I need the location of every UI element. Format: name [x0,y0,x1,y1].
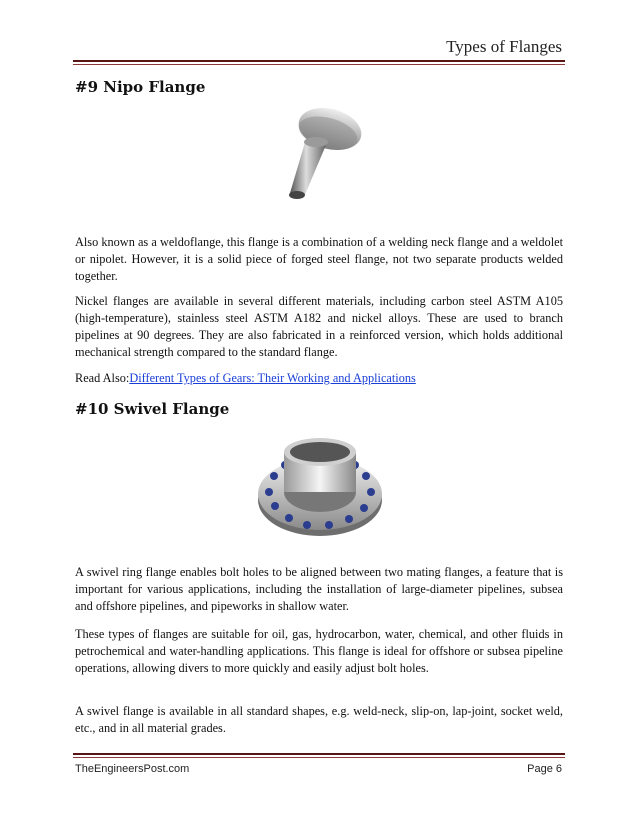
paragraph-swivel-2: These types of flanges are suitable for oil, gas, hydrocarbon, water, chemical, and other fluids in petrochemical and water-handling applications. This flange is ideal for offshore or subsea pipeline operations, allowing divers to more quickly and easily adjust bolt holes. [75,627,563,675]
section-heading-nipo-flange: #9 Nipo Flange [75,78,206,96]
read-also-prefix: Read Also: [75,371,130,385]
footer-page-number: Page 6 [527,763,562,775]
page-header-title: Types of Flanges [446,37,562,56]
footer-site-name: TheEngineersPost.com [75,763,190,775]
read-also-link[interactable]: Different Types of Gears: Their Working and Applications [129,371,416,385]
section-heading-swivel-flange: #10 Swivel Flange [75,400,230,418]
swivel-flange-photo [255,430,385,542]
nipo-flange-photo [268,105,368,215]
paragraph-swivel-1: A swivel ring flange enables bolt holes to be aligned between two mating flanges, a feature that is important for various applications, including the installation of large-diameter pipelines, subsea and offshore pipelines, and pipeworks in shallow water. [75,565,563,613]
paragraph-nipo-1: Also known as a weldoflange, this flange is a combination of a welding neck flange and a weldolet or nipolet. However, it is a solid piece of forged steel flange, not two separate products welded together. [75,235,563,283]
read-also-line [75,370,563,387]
paragraph-swivel-3: A swivel flange is available in all standard shapes, e.g. weld-neck, slip-on, lap-joint, socket weld, etc., and in all material grades. [75,704,563,735]
header-rule [73,60,565,62]
paragraph-nipo-2: Nickel flanges are available in several different materials, including carbon steel ASTM A105 (high-temperature), stainless steel ASTM A182 and nickel alloys. These are used to branch pipelines at 90 degrees. They are also fabricated in a reinforced version, which holds additional mechanical strength compared to the standard flange. [75,294,563,359]
header-rule-thin [73,64,565,65]
footer-rule [73,753,565,755]
footer-rule-thin [73,757,565,758]
